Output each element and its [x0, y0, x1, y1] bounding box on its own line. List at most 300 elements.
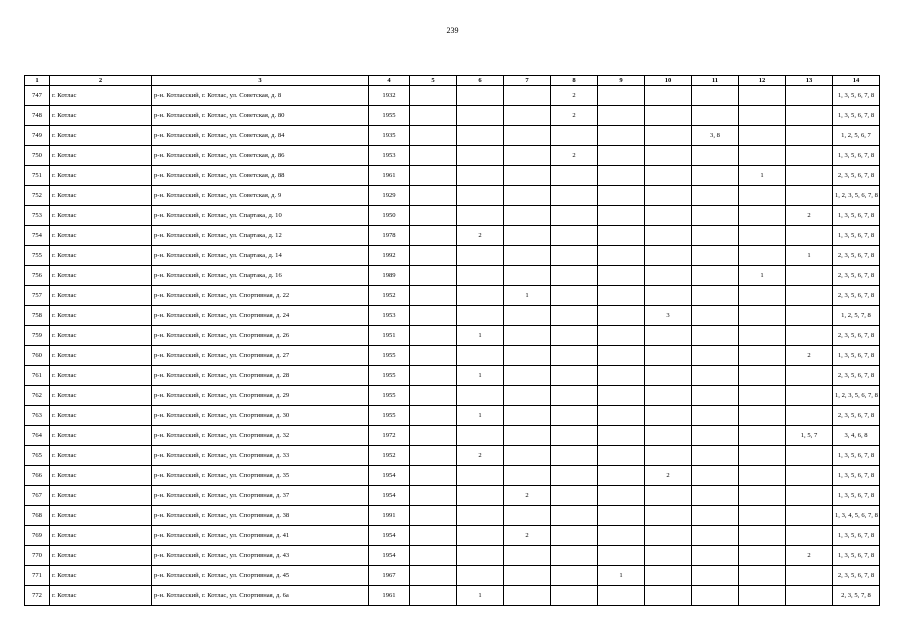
col-14-cell: 1, 3, 5, 6, 7, 8 [833, 466, 880, 486]
table-row [25, 366, 880, 386]
col-13-cell: 2 [786, 206, 833, 226]
col-8-cell [551, 466, 598, 486]
column-header: 12 [739, 76, 786, 86]
col-10-cell [645, 206, 692, 226]
col-7-cell: 1 [504, 286, 551, 306]
col-14-cell: 1, 3, 5, 6, 7, 8 [833, 526, 880, 546]
col-7-cell [504, 246, 551, 266]
col-6-cell [457, 186, 504, 206]
col-11-cell: 3, 8 [692, 126, 739, 146]
col-12-cell [739, 526, 786, 546]
col-12-cell [739, 186, 786, 206]
row-number-cell: 766 [25, 466, 50, 486]
col-8-cell [551, 486, 598, 506]
locality-cell: г. Котлас [50, 326, 152, 346]
col-10-cell [645, 586, 692, 606]
col-7-cell [504, 466, 551, 486]
locality-cell: г. Котлас [50, 346, 152, 366]
table-row [25, 486, 880, 506]
col-7-cell [504, 126, 551, 146]
year-built-cell: 1967 [369, 566, 410, 586]
col-9-cell [598, 366, 645, 386]
address-cell: р-н. Котласский, г. Котлас, ул. Спортивная, д. 45 [152, 566, 369, 586]
col-6-cell [457, 146, 504, 166]
col-5-cell [410, 106, 457, 126]
table-row [25, 566, 880, 586]
col-14-cell: 2, 3, 5, 6, 7, 8 [833, 366, 880, 386]
address-cell: р-н. Котласский, г. Котлас, ул. Спортивная, д. 29 [152, 386, 369, 406]
column-header: 5 [410, 76, 457, 86]
col-11-cell [692, 586, 739, 606]
locality-cell: г. Котлас [50, 566, 152, 586]
locality-cell: г. Котлас [50, 446, 152, 466]
col-12-cell [739, 286, 786, 306]
address-cell: р-н. Котласский, г. Котлас, ул. Спортивная, д. 22 [152, 286, 369, 306]
col-6-cell [457, 286, 504, 306]
col-12-cell [739, 586, 786, 606]
col-10-cell [645, 406, 692, 426]
table-row [25, 406, 880, 426]
col-10-cell [645, 266, 692, 286]
col-13-cell [786, 486, 833, 506]
address-cell: р-н. Котласский, г. Котлас, ул. Спортивная, д. 28 [152, 366, 369, 386]
registry-table [24, 75, 880, 606]
address-cell: р-н. Котласский, г. Котлас, ул. Спортивная, д. 24 [152, 306, 369, 326]
row-number-cell: 750 [25, 146, 50, 166]
col-9-cell [598, 386, 645, 406]
row-number-cell: 756 [25, 266, 50, 286]
col-9-cell [598, 86, 645, 106]
col-8-cell [551, 506, 598, 526]
col-10-cell [645, 546, 692, 566]
row-number-cell: 768 [25, 506, 50, 526]
col-8-cell [551, 446, 598, 466]
locality-cell: г. Котлас [50, 506, 152, 526]
col-14-cell: 2, 3, 5, 6, 7, 8 [833, 286, 880, 306]
col-6-cell [457, 166, 504, 186]
column-header: 4 [369, 76, 410, 86]
col-14-cell: 2, 3, 5, 7, 8 [833, 586, 880, 606]
address-cell: р-н. Котласский, г. Котлас, ул. Спартака, д. 12 [152, 226, 369, 246]
col-6-cell [457, 486, 504, 506]
table-row [25, 346, 880, 366]
col-11-cell [692, 206, 739, 226]
table-row [25, 586, 880, 606]
col-9-cell [598, 426, 645, 446]
col-12-cell [739, 106, 786, 126]
locality-cell: г. Котлас [50, 486, 152, 506]
col-7-cell [504, 226, 551, 246]
col-9-cell [598, 286, 645, 306]
locality-cell: г. Котлас [50, 466, 152, 486]
address-cell: р-н. Котласский, г. Котлас, ул. Советская, д. 80 [152, 106, 369, 126]
col-12-cell [739, 246, 786, 266]
address-cell: р-н. Котласский, г. Котлас, ул. Спортивная, д. 33 [152, 446, 369, 466]
col-7-cell [504, 186, 551, 206]
col-5-cell [410, 346, 457, 366]
col-11-cell [692, 226, 739, 246]
row-number-cell: 770 [25, 546, 50, 566]
table-row [25, 266, 880, 286]
col-5-cell [410, 126, 457, 146]
locality-cell: г. Котлас [50, 526, 152, 546]
col-14-cell: 1, 3, 5, 6, 7, 8 [833, 546, 880, 566]
col-6-cell [457, 266, 504, 286]
col-8-cell: 2 [551, 146, 598, 166]
col-13-cell: 2 [786, 546, 833, 566]
col-5-cell [410, 86, 457, 106]
col-12-cell [739, 486, 786, 506]
col-13-cell [786, 586, 833, 606]
col-10-cell [645, 186, 692, 206]
address-cell: р-н. Котласский, г. Котлас, ул. Спортивная, д. 30 [152, 406, 369, 426]
address-cell: р-н. Котласский, г. Котлас, ул. Спартака, д. 10 [152, 206, 369, 226]
col-5-cell [410, 446, 457, 466]
col-13-cell [786, 266, 833, 286]
col-10-cell [645, 446, 692, 466]
locality-cell: г. Котлас [50, 86, 152, 106]
year-built-cell: 1955 [369, 346, 410, 366]
col-11-cell [692, 266, 739, 286]
col-12-cell [739, 366, 786, 386]
col-9-cell: 1 [598, 566, 645, 586]
col-11-cell [692, 346, 739, 366]
col-9-cell [598, 206, 645, 226]
col-6-cell [457, 386, 504, 406]
address-cell: р-н. Котласский, г. Котлас, ул. Советская, д. 88 [152, 166, 369, 186]
locality-cell: г. Котлас [50, 166, 152, 186]
col-7-cell [504, 266, 551, 286]
col-5-cell [410, 166, 457, 186]
col-13-cell [786, 146, 833, 166]
locality-cell: г. Котлас [50, 386, 152, 406]
col-6-cell: 2 [457, 226, 504, 246]
col-10-cell [645, 86, 692, 106]
col-6-cell [457, 126, 504, 146]
year-built-cell: 1954 [369, 486, 410, 506]
col-5-cell [410, 586, 457, 606]
col-11-cell [692, 106, 739, 126]
col-14-cell: 1, 3, 4, 5, 6, 7, 8 [833, 506, 880, 526]
col-6-cell [457, 526, 504, 546]
row-number-cell: 752 [25, 186, 50, 206]
col-11-cell [692, 366, 739, 386]
table-row [25, 446, 880, 466]
col-13-cell [786, 366, 833, 386]
col-12-cell [739, 546, 786, 566]
col-7-cell [504, 446, 551, 466]
locality-cell: г. Котлас [50, 226, 152, 246]
col-8-cell [551, 266, 598, 286]
col-12-cell [739, 206, 786, 226]
col-11-cell [692, 186, 739, 206]
col-9-cell [598, 586, 645, 606]
table-row [25, 126, 880, 146]
address-cell: р-н. Котласский, г. Котлас, ул. Спортивная, д. 41 [152, 526, 369, 546]
col-8-cell [551, 186, 598, 206]
col-9-cell [598, 266, 645, 286]
address-cell: р-н. Котласский, г. Котлас, ул. Спортивная, д. 37 [152, 486, 369, 506]
col-9-cell [598, 446, 645, 466]
column-header: 8 [551, 76, 598, 86]
row-number-cell: 765 [25, 446, 50, 466]
col-13-cell [786, 286, 833, 306]
col-13-cell [786, 466, 833, 486]
col-12-cell [739, 406, 786, 426]
locality-cell: г. Котлас [50, 406, 152, 426]
row-number-cell: 759 [25, 326, 50, 346]
col-11-cell [692, 566, 739, 586]
col-8-cell [551, 166, 598, 186]
col-14-cell: 1, 3, 5, 6, 7, 8 [833, 346, 880, 366]
table-row [25, 306, 880, 326]
col-13-cell [786, 406, 833, 426]
col-14-cell: 2, 3, 5, 6, 7, 8 [833, 166, 880, 186]
col-9-cell [598, 146, 645, 166]
col-12-cell [739, 226, 786, 246]
row-number-cell: 754 [25, 226, 50, 246]
row-number-cell: 767 [25, 486, 50, 506]
col-10-cell [645, 566, 692, 586]
col-7-cell [504, 106, 551, 126]
column-header: 3 [152, 76, 369, 86]
address-cell: р-н. Котласский, г. Котлас, ул. Спортивная, д. 35 [152, 466, 369, 486]
col-6-cell [457, 246, 504, 266]
col-13-cell [786, 226, 833, 246]
col-14-cell: 2, 3, 5, 6, 7, 8 [833, 326, 880, 346]
col-13-cell: 1 [786, 246, 833, 266]
col-8-cell [551, 366, 598, 386]
table-row [25, 546, 880, 566]
col-12-cell [739, 306, 786, 326]
col-7-cell [504, 386, 551, 406]
col-13-cell: 2 [786, 346, 833, 366]
col-6-cell [457, 566, 504, 586]
year-built-cell: 1932 [369, 86, 410, 106]
col-5-cell [410, 206, 457, 226]
col-5-cell [410, 186, 457, 206]
col-10-cell [645, 166, 692, 186]
col-6-cell [457, 206, 504, 226]
table-row [25, 146, 880, 166]
table-row [25, 86, 880, 106]
locality-cell: г. Котлас [50, 246, 152, 266]
col-7-cell [504, 86, 551, 106]
col-7-cell [504, 566, 551, 586]
col-8-cell [551, 126, 598, 146]
col-10-cell [645, 486, 692, 506]
col-5-cell [410, 386, 457, 406]
col-12-cell [739, 126, 786, 146]
col-13-cell [786, 386, 833, 406]
col-11-cell [692, 246, 739, 266]
col-5-cell [410, 486, 457, 506]
col-6-cell: 1 [457, 586, 504, 606]
year-built-cell: 1955 [369, 106, 410, 126]
table-row [25, 166, 880, 186]
col-14-cell: 2, 3, 5, 6, 7, 8 [833, 246, 880, 266]
col-12-cell: 1 [739, 166, 786, 186]
table-row [25, 526, 880, 546]
year-built-cell: 1952 [369, 446, 410, 466]
col-5-cell [410, 286, 457, 306]
col-5-cell [410, 426, 457, 446]
row-number-cell: 771 [25, 566, 50, 586]
col-14-cell: 3, 4, 6, 8 [833, 426, 880, 446]
col-7-cell [504, 366, 551, 386]
address-cell: р-н. Котласский, г. Котлас, ул. Советская, д. 9 [152, 186, 369, 206]
col-6-cell [457, 506, 504, 526]
col-12-cell [739, 346, 786, 366]
col-11-cell [692, 406, 739, 426]
col-9-cell [598, 246, 645, 266]
col-14-cell: 2, 3, 5, 6, 7, 8 [833, 566, 880, 586]
col-9-cell [598, 406, 645, 426]
col-8-cell [551, 246, 598, 266]
col-13-cell [786, 566, 833, 586]
col-8-cell [551, 406, 598, 426]
column-header: 13 [786, 76, 833, 86]
col-6-cell [457, 546, 504, 566]
col-13-cell [786, 526, 833, 546]
column-header: 9 [598, 76, 645, 86]
col-8-cell: 2 [551, 106, 598, 126]
row-number-cell: 763 [25, 406, 50, 426]
table-row [25, 386, 880, 406]
col-11-cell [692, 286, 739, 306]
year-built-cell: 1929 [369, 186, 410, 206]
col-8-cell [551, 546, 598, 566]
col-9-cell [598, 486, 645, 506]
address-cell: р-н. Котласский, г. Котлас, ул. Спортивная, д. 43 [152, 546, 369, 566]
col-6-cell [457, 346, 504, 366]
year-built-cell: 1954 [369, 466, 410, 486]
row-number-cell: 764 [25, 426, 50, 446]
col-7-cell [504, 506, 551, 526]
page-number: 239 [446, 26, 459, 35]
year-built-cell: 1954 [369, 546, 410, 566]
year-built-cell: 1989 [369, 266, 410, 286]
col-5-cell [410, 146, 457, 166]
year-built-cell: 1992 [369, 246, 410, 266]
col-9-cell [598, 506, 645, 526]
locality-cell: г. Котлас [50, 366, 152, 386]
col-11-cell [692, 326, 739, 346]
col-10-cell [645, 146, 692, 166]
col-9-cell [598, 106, 645, 126]
locality-cell: г. Котлас [50, 106, 152, 126]
col-14-cell: 1, 2, 5, 7, 8 [833, 306, 880, 326]
header-row [25, 76, 880, 86]
col-13-cell [786, 186, 833, 206]
row-number-cell: 747 [25, 86, 50, 106]
column-header: 7 [504, 76, 551, 86]
col-12-cell [739, 466, 786, 486]
column-header: 2 [50, 76, 152, 86]
col-8-cell [551, 226, 598, 246]
col-10-cell [645, 346, 692, 366]
col-7-cell [504, 206, 551, 226]
table-row [25, 326, 880, 346]
locality-cell: г. Котлас [50, 186, 152, 206]
col-7-cell [504, 146, 551, 166]
col-11-cell [692, 466, 739, 486]
locality-cell: г. Котлас [50, 126, 152, 146]
col-11-cell [692, 526, 739, 546]
col-6-cell [457, 466, 504, 486]
col-6-cell: 1 [457, 326, 504, 346]
col-5-cell [410, 406, 457, 426]
col-6-cell [457, 106, 504, 126]
col-7-cell: 2 [504, 526, 551, 546]
col-12-cell [739, 86, 786, 106]
col-9-cell [598, 126, 645, 146]
table-row [25, 246, 880, 266]
col-13-cell [786, 446, 833, 466]
col-10-cell [645, 366, 692, 386]
column-header: 11 [692, 76, 739, 86]
col-9-cell [598, 166, 645, 186]
row-number-cell: 769 [25, 526, 50, 546]
col-8-cell [551, 586, 598, 606]
col-14-cell: 1, 3, 5, 6, 7, 8 [833, 226, 880, 246]
col-11-cell [692, 446, 739, 466]
col-11-cell [692, 386, 739, 406]
address-cell: р-н. Котласский, г. Котлас, ул. Советская, д. 84 [152, 126, 369, 146]
col-8-cell [551, 286, 598, 306]
col-14-cell: 1, 2, 3, 5, 6, 7, 8 [833, 386, 880, 406]
col-6-cell: 1 [457, 366, 504, 386]
locality-cell: г. Котлас [50, 206, 152, 226]
col-7-cell [504, 166, 551, 186]
col-11-cell [692, 86, 739, 106]
col-5-cell [410, 246, 457, 266]
row-number-cell: 761 [25, 366, 50, 386]
col-9-cell [598, 526, 645, 546]
col-10-cell: 3 [645, 306, 692, 326]
year-built-cell: 1955 [369, 366, 410, 386]
col-5-cell [410, 306, 457, 326]
col-10-cell [645, 326, 692, 346]
year-built-cell: 1951 [369, 326, 410, 346]
col-10-cell [645, 286, 692, 306]
locality-cell: г. Котлас [50, 146, 152, 166]
address-cell: р-н. Котласский, г. Котлас, ул. Советская, д. 86 [152, 146, 369, 166]
address-cell: р-н. Котласский, г. Котлас, ул. Спортивная, д. 38 [152, 506, 369, 526]
address-cell: р-н. Котласский, г. Котлас, ул. Спортивная, д. 27 [152, 346, 369, 366]
col-14-cell: 1, 3, 5, 6, 7, 8 [833, 446, 880, 466]
year-built-cell: 1961 [369, 166, 410, 186]
col-9-cell [598, 466, 645, 486]
col-10-cell: 2 [645, 466, 692, 486]
col-9-cell [598, 346, 645, 366]
col-12-cell [739, 506, 786, 526]
row-number-cell: 757 [25, 286, 50, 306]
year-built-cell: 1950 [369, 206, 410, 226]
col-12-cell [739, 426, 786, 446]
col-5-cell [410, 506, 457, 526]
col-7-cell [504, 346, 551, 366]
address-cell: р-н. Котласский, г. Котлас, ул. Спартака, д. 14 [152, 246, 369, 266]
col-5-cell [410, 526, 457, 546]
col-14-cell: 2, 3, 5, 6, 7, 8 [833, 266, 880, 286]
year-built-cell: 1978 [369, 226, 410, 246]
col-13-cell [786, 306, 833, 326]
col-11-cell [692, 146, 739, 166]
col-14-cell: 1, 3, 5, 6, 7, 8 [833, 86, 880, 106]
col-7-cell [504, 306, 551, 326]
col-7-cell: 2 [504, 486, 551, 506]
